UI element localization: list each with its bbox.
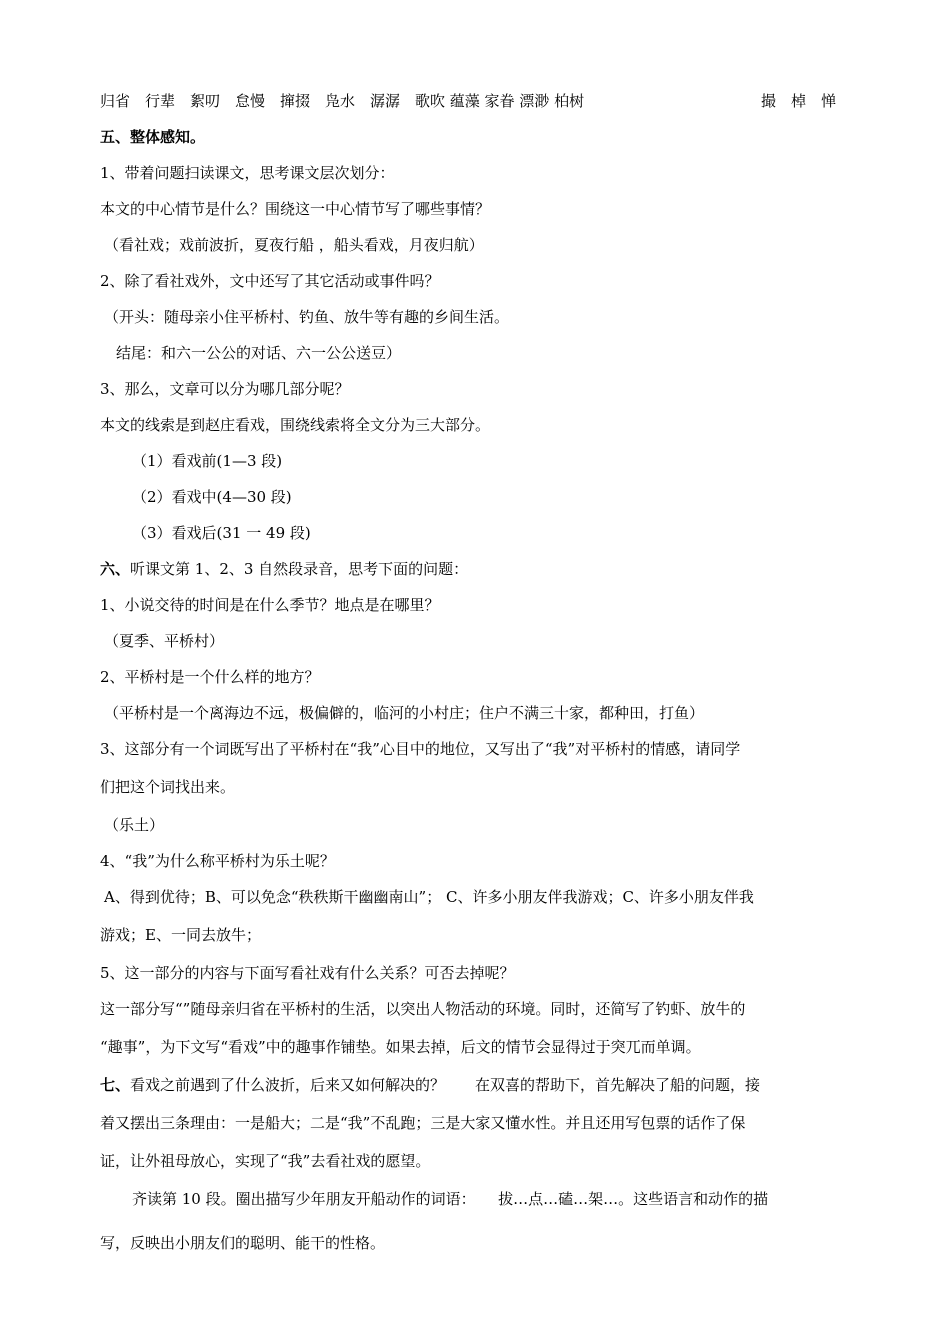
question-5: 5、这一部分的内容与下面写看社戏有什么关系？可否去掉呢？ <box>100 964 515 982</box>
paragraph: 这一部分写“”随母亲归省在平桥村的生活，以突出人物活动的环境。同时，还简写了钓虾、放牛的 <box>100 1000 746 1018</box>
answer: （夏季、平桥村） <box>104 632 225 650</box>
answer: （看社戏；戏前波折，夏夜行船 ，船头看戏，月夜归航） <box>104 236 484 254</box>
paragraph: “趣事”，为下文写“看戏”中的趣事作铺垫。如果去掉，后文的情节会显得过于突兀而单调。 <box>100 1038 701 1056</box>
question-2: 2、平桥村是一个什么样的地方？ <box>100 668 320 686</box>
section-title: 看戏之前遇到了什么波折，后来又如何解决的？ 在双喜的帮助下，首先解决了船的问题，接 <box>130 1076 761 1094</box>
list-item: （3）看戏后(31 一 49 段) <box>132 524 311 542</box>
vocab-list-extra: 撮 棹 惮 <box>761 92 837 110</box>
question-2: 2、除了看社戏外，文中还写了其它活动或事件吗？ <box>100 272 440 290</box>
answer: （平桥村是一个离海边不远，极偏僻的，临河的小村庄；住户不满三十家，都种田，打鱼） <box>104 704 705 722</box>
list-item: （2）看戏中(4—30 段) <box>132 488 292 506</box>
question-4: 4、“我”为什么称平桥村为乐土呢？ <box>100 852 335 870</box>
section-heading-6 <box>100 559 860 579</box>
answer: （开头：随母亲小住平桥村、钓鱼、放牛等有趣的乡间生活。 <box>104 308 510 326</box>
section-heading-7 <box>100 1075 860 1095</box>
question-1: 1、带着问题扫读课文，思考课文层次划分： <box>100 164 395 182</box>
paragraph: 着又摆出三条理由：一是船大；二是“我”不乱跑；三是大家又懂水性。并且还用写包票的话作了保 <box>100 1114 746 1132</box>
paragraph: 写，反映出小朋友们的聪明、能干的性格。 <box>100 1234 386 1252</box>
list-item: （1）看戏前(1—3 段) <box>132 452 283 470</box>
answer-cont: 游戏；E、一同去放牛； <box>100 926 261 944</box>
section-number: 七、 <box>100 1076 131 1094</box>
section-heading-5: 五、整体感知。 <box>100 128 206 146</box>
paragraph: 本文的线索是到赵庄看戏，围绕线索将全文分为三大部分。 <box>100 416 491 434</box>
answer: A、得到优待；B、可以免念“秩秩斯干幽幽南山”； C、许多小朋友伴我游戏；C、许多小朋友伴我 <box>104 888 754 906</box>
question-1: 1、小说交待的时间是在什么季节？地点是在哪里？ <box>100 596 440 614</box>
vocab-list: 归省 行辈 絮叨 怠慢 撺掇 凫水 潺潺 歌吹 蕴藻 家眷 漂渺 柏树 <box>100 92 585 110</box>
paragraph: 齐读第 10 段。圈出描写少年朋友开船动作的词语： 拔…点…磕…架…。这些语言和动作的描 <box>132 1190 769 1208</box>
question-3: 3、那么，文章可以分为哪几部分呢？ <box>100 380 350 398</box>
section-title: 听课文第 1、2、3 自然段录音，思考下面的问题： <box>130 560 469 578</box>
answer: （乐土） <box>104 816 165 834</box>
paragraph: 本文的中心情节是什么？围绕这一中心情节写了哪些事情？ <box>100 200 491 218</box>
paragraph: 证，让外祖母放心，实现了“我”去看社戏的愿望。 <box>100 1152 431 1170</box>
question-3-cont: 们把这个词找出来。 <box>100 778 236 796</box>
question-3: 3、这部分有一个词既写出了平桥村在“我”心目中的地位，又写出了“我”对平桥村的情感，请同学 <box>100 740 741 758</box>
answer: 结尾：和六一公公的对话、六一公公送豆） <box>116 344 402 362</box>
section-number: 六、 <box>100 560 131 578</box>
